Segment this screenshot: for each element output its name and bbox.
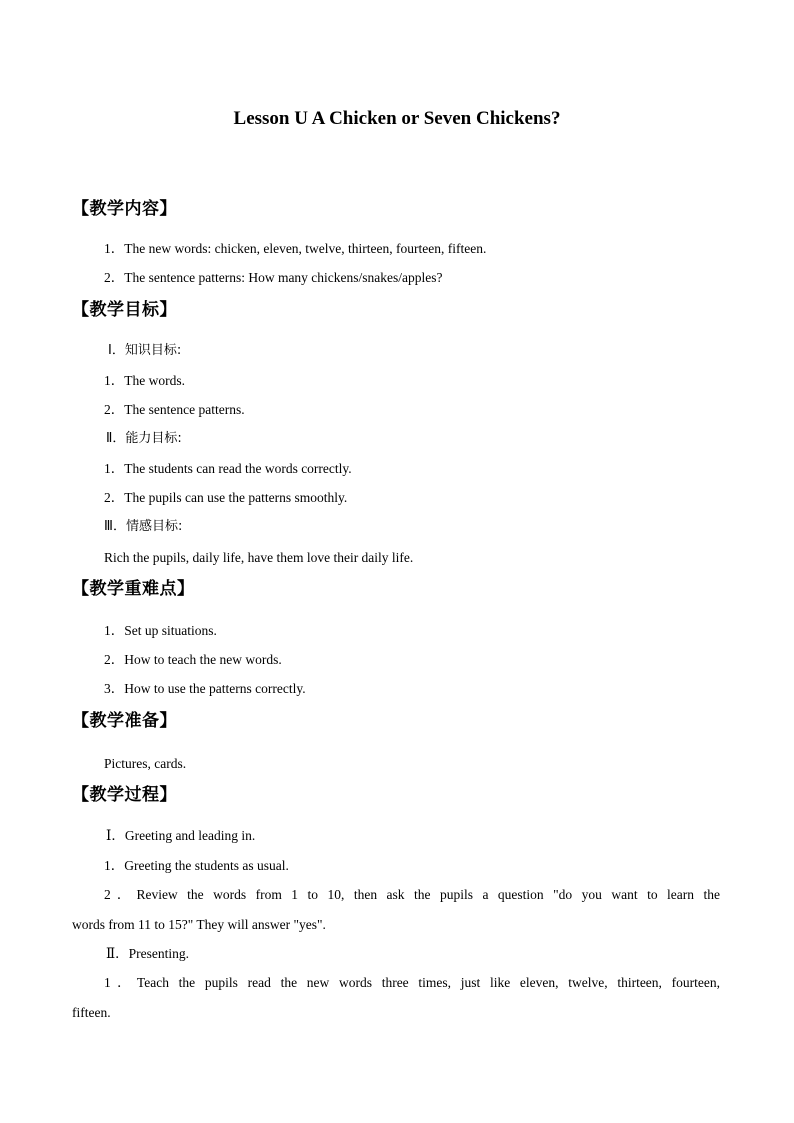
- section-heading-preparation: 【教学准备】: [72, 711, 177, 731]
- knowledge-goal-label: Ⅰ．知识目标:: [108, 343, 182, 358]
- process-step1-label: Ⅰ．Greeting and leading in.: [106, 828, 256, 843]
- key-point-item-1: 1．Set up situations.: [104, 623, 217, 638]
- knowledge-item-1: 1．The words.: [104, 373, 185, 388]
- knowledge-item-2: 2．The sentence patterns.: [104, 402, 245, 417]
- process-step2-label: Ⅱ．Presenting.: [106, 946, 190, 961]
- process-step1-item-1: 1．Greeting the students as usual.: [104, 858, 289, 873]
- emotion-goal-text: Rich the pupils, daily life, have them love their daily life.: [104, 550, 414, 565]
- section-heading-goals: 【教学目标】: [72, 300, 177, 320]
- emotion-goal-label: Ⅲ．情感目标:: [104, 519, 183, 534]
- section-heading-key-points: 【教学重难点】: [72, 579, 195, 599]
- section-heading-process: 【教学过程】: [72, 785, 177, 805]
- key-point-item-3: 3．How to use the patterns correctly.: [104, 681, 306, 696]
- process-step2-item-1-continued: fifteen.: [72, 1005, 111, 1020]
- content-item-2: 2．The sentence patterns: How many chickens/snakes/apples?: [104, 270, 443, 285]
- ability-item-1: 1．The students can read the words correctly.: [104, 461, 352, 476]
- process-step2-item-1: 1．Teach the pupils read the new words three times, just like eleven, twelve, thirteen, fourteen,: [104, 975, 720, 990]
- process-step1-item-2: 2．Review the words from 1 to 10, then ask the pupils a question "do you want to learn the: [104, 887, 720, 902]
- document-title: Lesson U A Chicken or Seven Chickens?: [233, 108, 561, 129]
- ability-item-2: 2．The pupils can use the patterns smoothly.: [104, 490, 348, 505]
- ability-goal-label: Ⅱ．能力目标:: [106, 431, 182, 446]
- process-step1-item-2-continued: words from 11 to 15?" They will answer "yes".: [72, 917, 326, 932]
- key-point-item-2: 2．How to teach the new words.: [104, 652, 282, 667]
- preparation-text: Pictures, cards.: [104, 756, 187, 771]
- content-item-1: 1．The new words: chicken, eleven, twelve, thirteen, fourteen, fifteen.: [104, 241, 487, 256]
- section-heading-content: 【教学内容】: [72, 199, 177, 219]
